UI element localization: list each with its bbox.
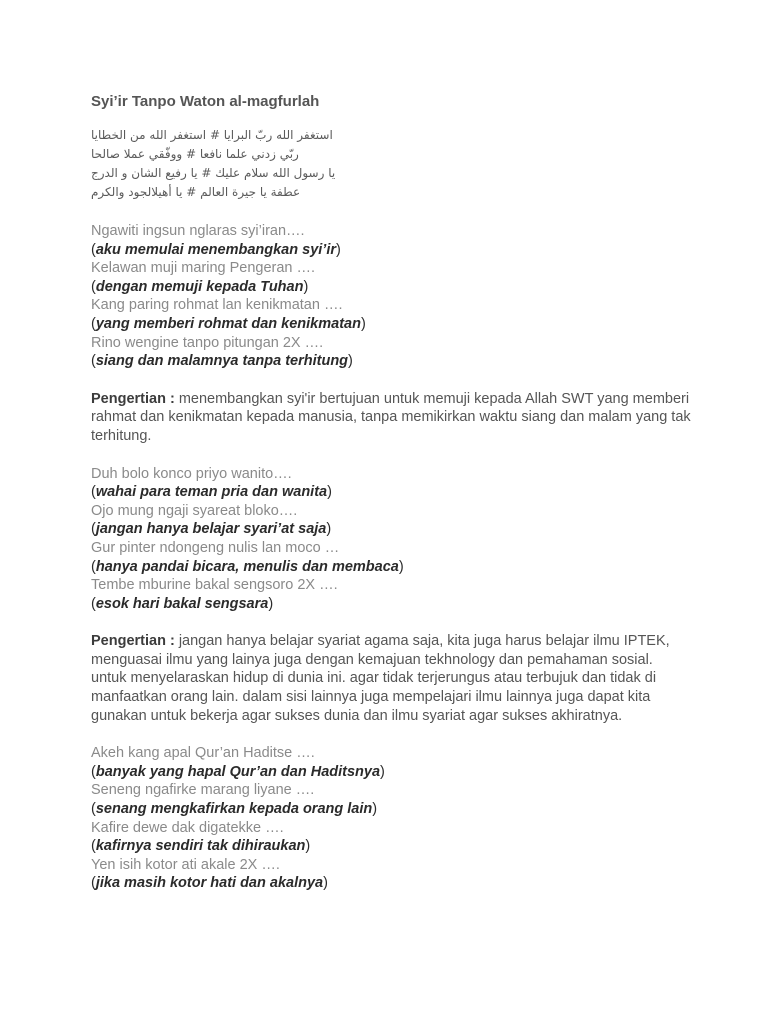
translation-line: (jika masih kotor hati dan akalnya) (91, 875, 328, 892)
javanese-line: Kafire dewe dak digatekke …. (91, 819, 284, 836)
translation-line: (banyak yang hapal Qur’an dan Haditsnya) (91, 763, 385, 780)
javanese-line: Duh bolo konco priyo wanito…. (91, 465, 292, 482)
stanza-2 (91, 465, 691, 614)
translation-line: (dengan memuji kepada Tuhan) (91, 278, 309, 295)
javanese-line: Kang paring rohmat lan kenikmatan …. (91, 297, 343, 314)
javanese-line: Akeh kang apal Qur’an Haditse …. (91, 745, 315, 762)
stanza-3 (91, 744, 691, 893)
explanation-text: jangan hanya belajar syariat agama saja, kita juga harus belajar ilmu IPTEK, menguasai ilmu yang lainya juga dengan kemajuan tekhnology dan pemahaman sosial. untuk menyelaraskan hidup di dunia ini. agar tidak terjerungus atau terbujuk dan tidak di manfaatkan orang lain. dalam sisi lainnya juga mempelajari ilmu lainnya juga dapat kita gunakan untuk bekerja agar sukses dunia dan ilmu syariat agar sukses akhiratnya. (91, 633, 670, 724)
arabic-verse (91, 126, 351, 202)
page-title: Syi’ir Tanpo Waton al-magfurlah (91, 93, 320, 110)
translation-line: (kafirnya sendiri tak dihiraukan) (91, 838, 311, 855)
javanese-line: Rino wengine tanpo pitungan 2X …. (91, 334, 324, 351)
translation-line: (jangan hanya belajar syari’at saja) (91, 521, 332, 538)
translation-line: (wahai para teman pria dan wanita) (91, 484, 332, 501)
javanese-line: Seneng ngafirke marang liyane …. (91, 782, 315, 799)
javanese-line: Kelawan muji maring Pengeran …. (91, 260, 316, 277)
arabic-line: استغفر الله ربّ البرايا # استغفر الله من الخطايا (91, 128, 333, 142)
javanese-line: Ngawiti ingsun nglaras syi’iran…. (91, 223, 305, 239)
document-content (91, 92, 691, 912)
explanation-paragraph-1 (91, 390, 691, 446)
explanation-label: Pengertian : (91, 390, 175, 407)
javanese-line: Yen isih kotor ati akale 2X …. (91, 856, 280, 873)
arabic-line: يا رسول الله سلام عليك # يا رفيع الشان و الدرج (91, 166, 336, 180)
translation-line: (yang memberi rohmat dan kenikmatan) (91, 315, 366, 332)
explanation-label: Pengertian : (91, 633, 175, 650)
translation-line: (esok hari bakal sengsara) (91, 595, 274, 612)
arabic-line: عطفة يا جيرة العالم # يا أهيلالجود والكرم (91, 185, 301, 199)
explanation-text: menembangkan syi'ir bertujuan untuk memuji kepada Allah SWT yang memberi rahmat dan kenikmatan kepada manusia, tanpa memikirkan waktu siang dan malam yang tak terhitung. (91, 390, 691, 444)
translation-line: (hanya pandai bicara, menulis dan membaca) (91, 558, 404, 575)
translation-line: (siang dan malamnya tanpa terhitung) (91, 353, 353, 370)
arabic-line: ربّي زدني علما نافعا # ووفّقي عملا صالحا (91, 147, 299, 161)
explanation-paragraph-2 (91, 632, 691, 725)
translation-line: (aku memulai menembangkan syi’ir) (91, 241, 341, 258)
javanese-line: Tembe mburine bakal sengsoro 2X …. (91, 577, 338, 594)
translation-line: (senang mengkafirkan kepada orang lain) (91, 801, 378, 818)
stanza-1 (91, 222, 691, 371)
javanese-line: Gur pinter ndongeng nulis lan moco … (91, 539, 340, 556)
javanese-line: Ojo mung ngaji syareat bloko…. (91, 502, 298, 519)
